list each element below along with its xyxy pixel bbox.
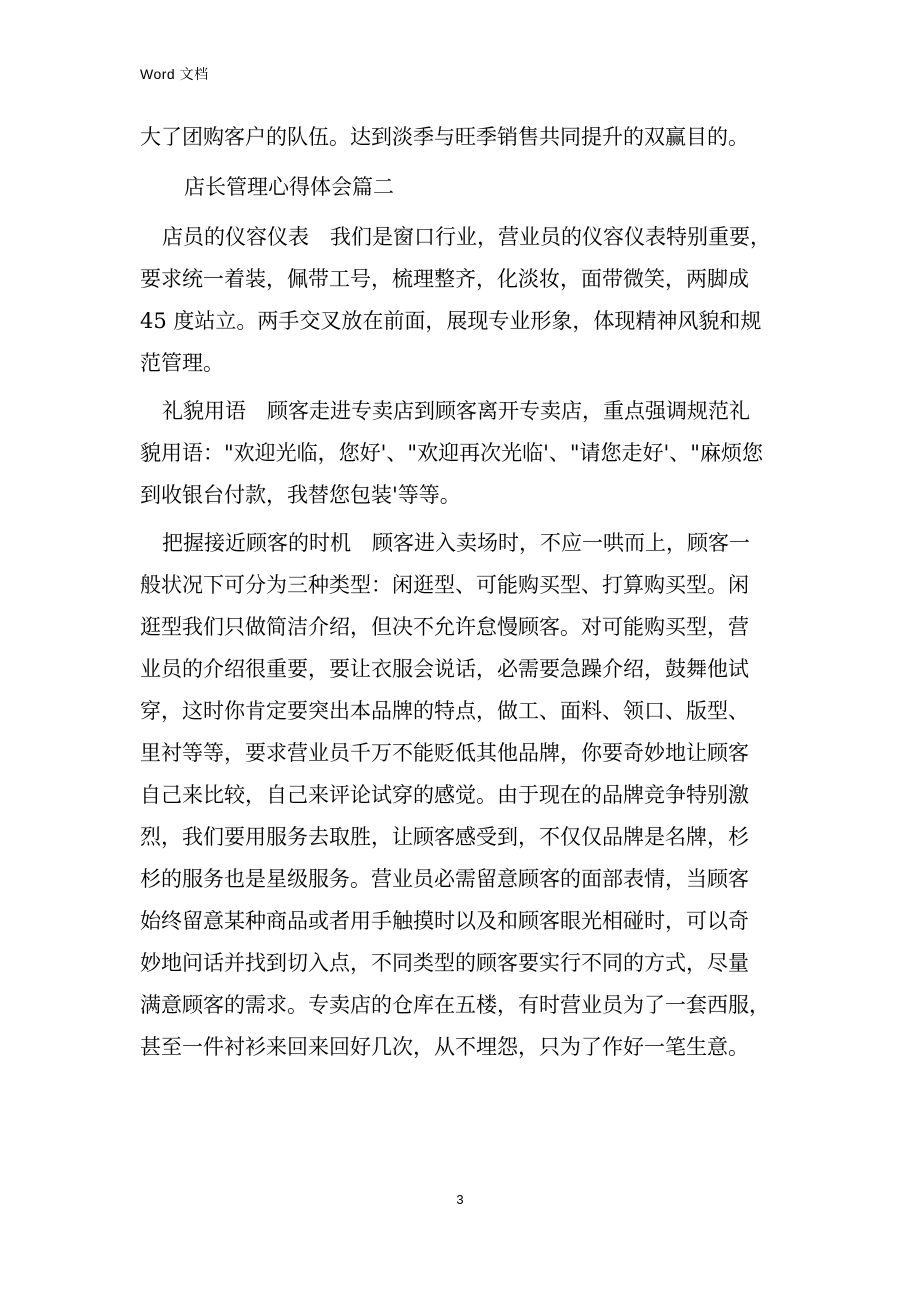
paragraph [140, 390, 780, 516]
text-line: 逛型我们只做简洁介绍，但决不允许怠慢顾客。对可能购买型，营 [140, 615, 749, 639]
text-line: 自己来比较，自己来评论试穿的感觉。由于现在的品牌竞争特别激 [140, 783, 749, 807]
paragraph [140, 116, 780, 158]
paragraph [140, 216, 780, 384]
text-line: 店长管理心得体会篇二 [184, 175, 394, 199]
text-line: 般状况下可分为三种类型：闲逛型、可能购买型、打算购买型。闲 [140, 573, 749, 597]
text-line: 满意顾客的需求。专卖店的仓库在五楼，有时营业员为了一套西服， [140, 993, 770, 1017]
text-line: 大了团购客户的队伍。达到淡季与旺季销售共同提升的双赢目的。 [140, 125, 749, 149]
text-line: 妙地问话并找到切入点，不同类型的顾客要实行不同的方式，尽量 [140, 951, 749, 975]
text-line: 到收银台付款，我替您包装'等等。 [140, 483, 461, 507]
text-line: 把握接近顾客的时机 顾客进入卖场时，不应一哄而上，顾客一 [162, 531, 750, 555]
text-line: 烈，我们要用服务去取胜，让顾客感受到，不仅仅品牌是名牌，杉 [140, 825, 749, 849]
text-line: 甚至一件衬衫来回来回好几次，从不埋怨，只为了作好一笔生意。 [140, 1035, 749, 1059]
section-heading [140, 166, 780, 208]
text-line: 礼貌用语 顾客走进专卖店到顾客离开专卖店，重点强调规范礼 [162, 399, 750, 423]
text-line: 貌用语："欢迎光临，您好'、"欢迎再次光临'、"请您走好'、"麻烦您 [140, 441, 763, 465]
text-line: 要求统一着装，佩带工号，梳理整齐，化淡妆，面带微笑，两脚成 [140, 267, 749, 291]
text-line: 里衬等等，要求营业员千万不能贬低其他品牌，你要奇妙地让顾客 [140, 741, 749, 765]
document-body [140, 116, 780, 1068]
text-line: 45 度站立。两手交叉放在前面，展现专业形象，体现精神风貌和规 [140, 309, 762, 333]
text-line: 杉的服务也是星级服务。营业员必需留意顾客的面部表情，当顾客 [140, 867, 749, 891]
text-line: 业员的介绍很重要，要让衣服会说话，必需要急躁介绍，鼓舞他试 [140, 657, 749, 681]
page-number: 3 [456, 1192, 464, 1207]
document-header-label: Word 文档 [140, 66, 209, 82]
paragraph [140, 522, 780, 1068]
text-line: 穿，这时你肯定要突出本品牌的特点，做工、面料、领口、版型、 [140, 699, 749, 723]
text-line: 始终留意某种商品或者用手触摸时以及和顾客眼光相碰时，可以奇 [140, 909, 749, 933]
text-line: 店员的仪容仪表 我们是窗口行业，营业员的仪容仪表特别重要， [162, 225, 771, 249]
text-line: 范管理。 [140, 351, 224, 375]
